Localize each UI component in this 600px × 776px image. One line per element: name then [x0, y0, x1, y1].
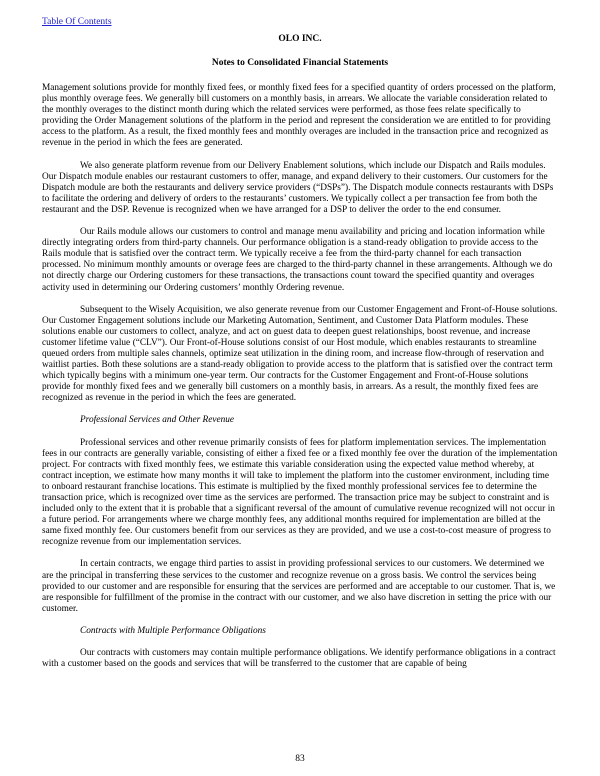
paragraph-rails-module: Our Rails module allows our customers to control and manage menu availability and pricing and location information while directly integrating orders from third-party channels. Our performance obligation is a stand-ready obligation to provide access to the Rails module that is satisfied over the contract term. We typically receive a fee from the third-party channel for each transaction processed. No minimum monthly amounts or overage fees are charged to the third-party channel in these arrangements. Although we do not directly charge our Ordering customers for these transactions, the transactions count toward the specified quantity and overages activity used in determining our Ordering customers’ monthly Ordering revenue. [42, 227, 553, 293]
paragraph-customer-engagement: Subsequent to the Wisely Acquisition, we also generate revenue from our Customer Engagement and Front-of-House solutions. Our Customer Engagement solutions include our Marketing Automation, Sentiment, and Customer Data Platform modules. These solutions enable our customers to collect, analyze, and act on guest data to deepen guest relationships, boost revenue, and increase customer lifetime value (“CLV”). Our Front-of-House solutions consist of our Host module, which enables restaurants to streamline queued orders from multiple sales channels, optimize seat utilization in the dining room, and increase flow-through of reservation and waitlist parties. Both these solutions are a stand-ready obligation to provide access to the platform that is satisfied over the contract term which typically begins with a minimum one-year term. Our contracts for the Customer Engagement and Front-of-House solutions provide for monthly fixed fees and we generally bill customers on a monthly basis, in arrears. As a result, the monthly fixed fees are recognized as revenue in the period in which the fees are generated. [42, 304, 558, 404]
paragraph-delivery-enablement: We also generate platform revenue from our Delivery Enablement solutions, which include our Dispatch and Rails modules. Our Dispatch module enables our restaurant customers to offer, manage, and expand delivery to their customers. Our customers for the Dispatch module are both the restaurants and delivery service providers (“DSPs”). The Dispatch module connects restaurants with DSPs to facilitate the ordering and delivery of orders to the restaurants’ customers. We typically collect a per transaction fee from both the restaurant and the DSP. Revenue is recognized when we have arranged for a DSP to deliver the order to the end consumer. [42, 160, 554, 215]
section-heading-professional-services: Professional Services and Other Revenue [80, 415, 235, 426]
document-title: Notes to Consolidated Financial Statements [211, 58, 389, 68]
paragraph-third-party-services: In certain contracts, we engage third parties to assist in providing professional services to our customers. We determined we are the principal in transferring these services to the customer and recognize revenue on a gross basis. We control the services being provided to our customer and are responsible for ensuring that the services are performed and are acceptable to our customer. That is, we are responsible for fulfillment of the promise in the contract with our customer, and we also have discretion in setting the price with our customer. [42, 559, 556, 614]
section-heading-multiple-performance-obligations: Contracts with Multiple Performance Obligations [80, 625, 266, 636]
company-name: OLO INC. [278, 34, 322, 44]
paragraph-professional-services: Professional services and other revenue primarily consists of fees for platform implementation services. The implementation fees in our contracts are generally variable, consisting of either a fixed fee or a fixed monthly fee over the duration of the implementation project. For contracts with fixed monthly fees, we estimate this variable consideration using the expected value method whereby, at contract inception, we estimate how many months it will take to implement the platform into the customer environment, including time to onboard restaurant franchise locations. This estimate is multiplied by the fixed monthly professional services fee to determine the transaction price, which is recognized over time as the services are performed. The transaction price may be subject to constraint and is included only to the extent that it is probable that a significant reversal of the amount of cumulative revenue recognized will not occur in a future period. For arrangements where we charge monthly fees, any additional months required for implementation are billed at the same fixed monthly fee. Our customers benefit from our services as they are provided, and we use a cost-to-cost measure of progress to recognize revenue from our implementation services. [42, 437, 558, 548]
paragraph-multiple-performance-obligations: Our contracts with customers may contain multiple performance obligations. We identify performance obligations in a contract with a customer based on the goods and services that will be transferred to the customer that are capable of being [42, 648, 556, 670]
paragraph-management-solutions: Management solutions provide for monthly fixed fees, or monthly fixed fees for a specified quantity of orders processed on the platform, plus monthly overage fees. We generally bill customers on a monthly basis, in arrears. We allocate the variable consideration related to the monthly overages to the distinct month during which the related services were performed, as those fees relate specifically to providing the Order Management solutions of the platform in the period and represent the consideration we are entitled to for providing access to the platform. As a result, the fixed monthly fees and monthly overages are included in the transaction price and recognized as revenue in the period in which the fees are generated. [42, 83, 556, 149]
page-number: 83 [295, 754, 305, 764]
table-of-contents-link[interactable]: Table Of Contents [42, 17, 112, 27]
